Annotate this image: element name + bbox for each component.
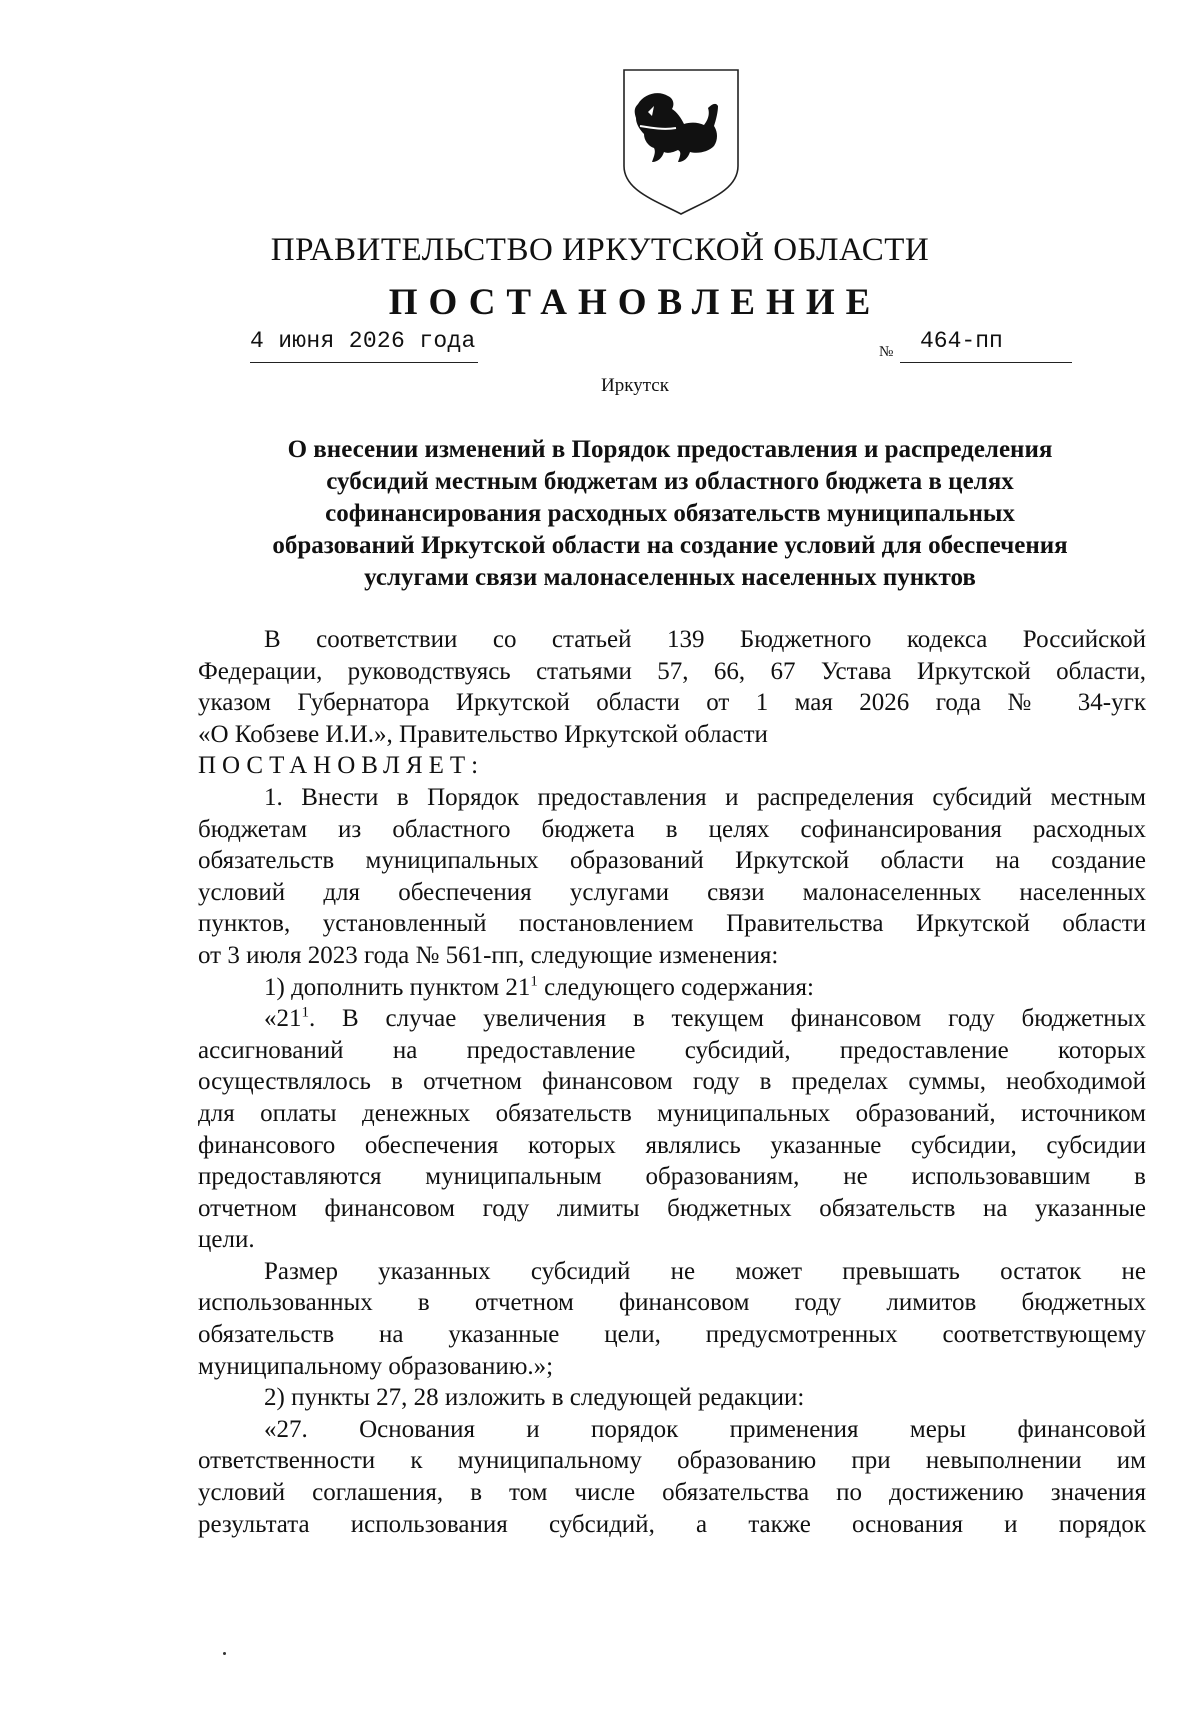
body-line: 1. Внести в Порядок предоставления и распределения субсидий местным: [264, 783, 1146, 811]
coat-of-arms-emblem: [618, 68, 744, 216]
body-line: «О Кобзеве И.И.», Правительство Иркутской области: [198, 720, 768, 748]
document-title: [210, 434, 1130, 594]
body-line: обязательств на указанные цели, предусмотренных соответствующему: [198, 1321, 1146, 1349]
resolves-word: ПОСТАНОВЛЯЕТ:: [198, 752, 485, 780]
document-date: 4 июня 2026 года: [250, 328, 476, 354]
point-21-text: . В случае увеличения в текущем финансовом году бюджетных: [309, 1005, 1146, 1033]
body-line: обязательств муниципальных образований Иркутской области на создание: [198, 847, 1146, 875]
body-line: условий соглашения, в том числе обязательства по достижению значения: [198, 1479, 1146, 1507]
body-line: отчетном финансовом году лимиты бюджетных обязательств на указанные: [198, 1194, 1146, 1222]
superscript: 1: [530, 973, 538, 990]
agency-name: ПРАВИТЕЛЬСТВО ИРКУТСКОЙ ОБЛАСТИ: [270, 232, 930, 268]
body-line: ответственности к муниципальному образованию при невыполнении им: [198, 1447, 1146, 1475]
body-line: пунктов, установленный постановлением Правительства Иркутской области: [198, 910, 1146, 938]
title-line: услугами связи малонаселенных населенных пунктов: [364, 564, 976, 591]
body-line: результата использования субсидий, а также основания и порядок: [198, 1510, 1146, 1538]
body-line: цели.: [198, 1226, 255, 1254]
body-line: «27. Основания и порядок применения меры финансовой: [264, 1415, 1146, 1443]
scan-speck: [223, 1652, 226, 1655]
document-body: [198, 624, 1146, 1540]
superscript: 1: [301, 1004, 309, 1021]
body-line: от 3 июля 2023 года № 561-пп, следующие изменения:: [198, 941, 779, 969]
title-line: образований Иркутской области на создание условий для обеспечения: [272, 532, 1068, 559]
city: Иркутск: [601, 375, 669, 396]
title-line: субсидий местным бюджетам из областного бюджета в целях: [326, 468, 1014, 495]
point-21-first-line: [198, 1003, 1146, 1035]
number-underline: [900, 362, 1072, 363]
date-underline: [250, 362, 478, 363]
body-line: В соответствии со статьей 139 Бюджетного кодекса Российской: [264, 626, 1146, 653]
body-line: предоставляются муниципальным образованиям, не использовавшим в: [198, 1163, 1146, 1191]
subitem-1-text: 1) дополнить пунктом 21: [264, 973, 531, 1001]
document-number: 464-пп: [920, 328, 1003, 354]
document-type: ПОСТАНОВЛЕНИЕ: [388, 282, 882, 323]
number-label: №: [879, 344, 894, 360]
point-21-number: «21: [264, 1005, 302, 1033]
body-line: осуществлялось в отчетном финансовом году в пределах суммы, необходимой: [198, 1068, 1146, 1096]
body-line: указом Губернатора Иркутской области от 1 мая 2026 года № 34-угк: [198, 689, 1146, 717]
body-line: Размер указанных субсидий не может превышать остаток не: [264, 1257, 1146, 1285]
body-line: для оплаты денежных обязательств муниципальных образований, источником: [198, 1099, 1146, 1127]
title-line: софинансирования расходных обязательств муниципальных: [325, 500, 1015, 527]
body-line: финансового обеспечения которых являлись указанные субсидии, субсидии: [198, 1131, 1146, 1159]
subitem-1: [198, 972, 1146, 1004]
body-line: муниципальному образованию.»;: [198, 1352, 554, 1380]
title-line: О внесении изменений в Порядок предоставления и распределения: [287, 436, 1053, 463]
number-field: [900, 328, 1072, 363]
body-line: ассигнований на предоставление субсидий, предоставление которых: [198, 1036, 1146, 1064]
subitem-2: 2) пункты 27, 28 изложить в следующей редакции:: [264, 1384, 805, 1412]
body-line: использованных в отчетном финансовом году лимитов бюджетных: [198, 1289, 1146, 1317]
date-field: [250, 328, 478, 363]
subitem-1-tail: следующего содержания:: [537, 973, 814, 1001]
body-line: бюджетам из областного бюджета в целях софинансирования расходных: [198, 815, 1146, 843]
body-line: Федерации, руководствуясь статьями 57, 66, 67 Устава Иркутской области,: [198, 657, 1146, 685]
body-line: условий для обеспечения услугами связи малонаселенных населенных: [198, 878, 1146, 906]
